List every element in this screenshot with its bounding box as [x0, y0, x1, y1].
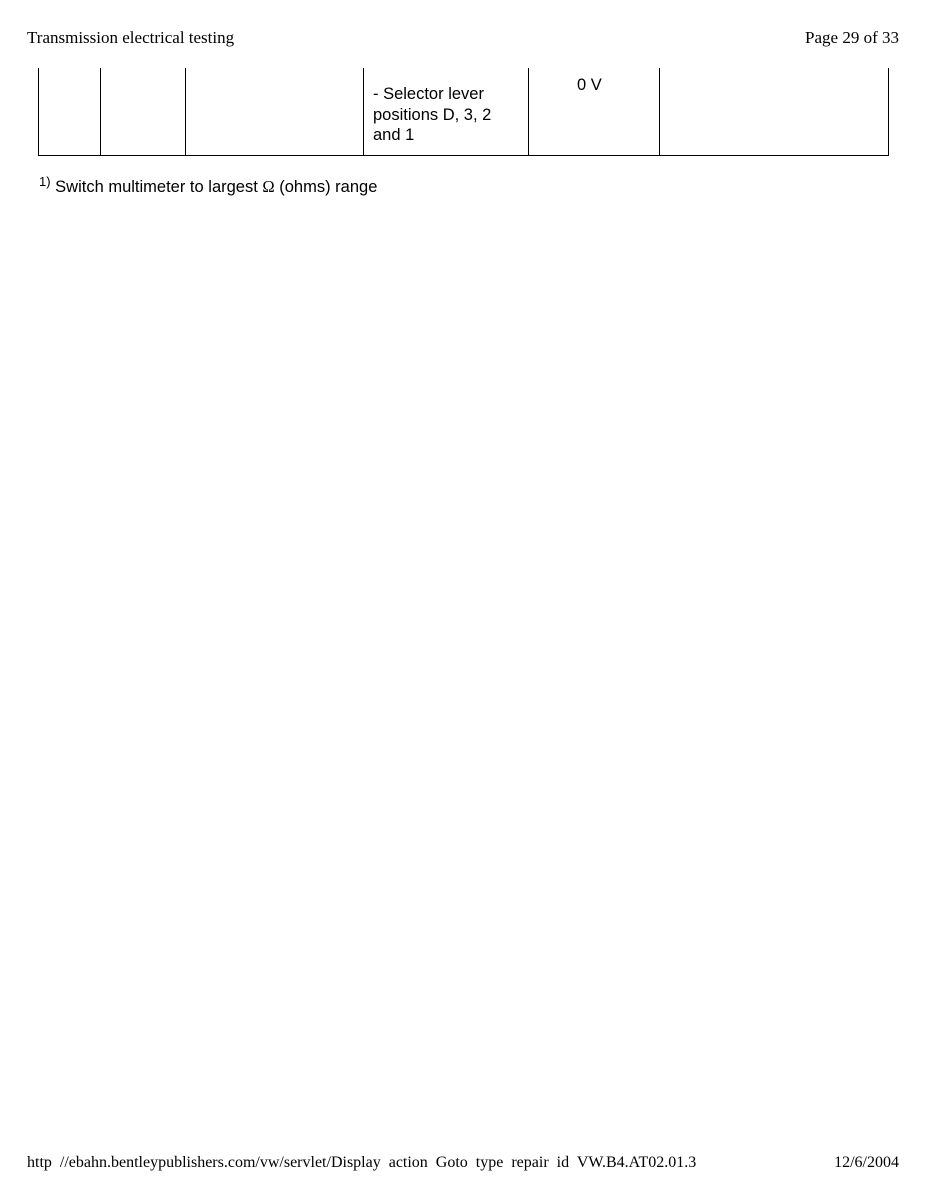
table-cell — [39, 68, 101, 155]
footnote-text: Switch multimeter to largest — [55, 178, 258, 196]
footnote-text-end: (ohms) range — [279, 178, 378, 196]
print-date: 12/6/2004 — [834, 1154, 899, 1171]
test-table — [38, 68, 889, 156]
table-cell — [660, 68, 888, 155]
footnote-marker: 1) — [39, 174, 51, 189]
test-condition-cell: - Selector lever positions D, 3, 2 and 1 — [364, 68, 529, 155]
source-url: http //ebahn.bentleypublishers.com/vw/servlet/Display action Goto type repair id VW.B4.AT02.01.3 — [27, 1154, 697, 1171]
document-title: Transmission electrical testing — [27, 28, 235, 47]
specified-value-cell: 0 V — [529, 68, 660, 155]
ohm-symbol: Ω — [262, 177, 275, 196]
table-cell — [186, 68, 364, 155]
table-cell — [101, 68, 186, 155]
page-number: Page 29 of 33 — [805, 28, 899, 47]
footnote — [39, 174, 378, 197]
